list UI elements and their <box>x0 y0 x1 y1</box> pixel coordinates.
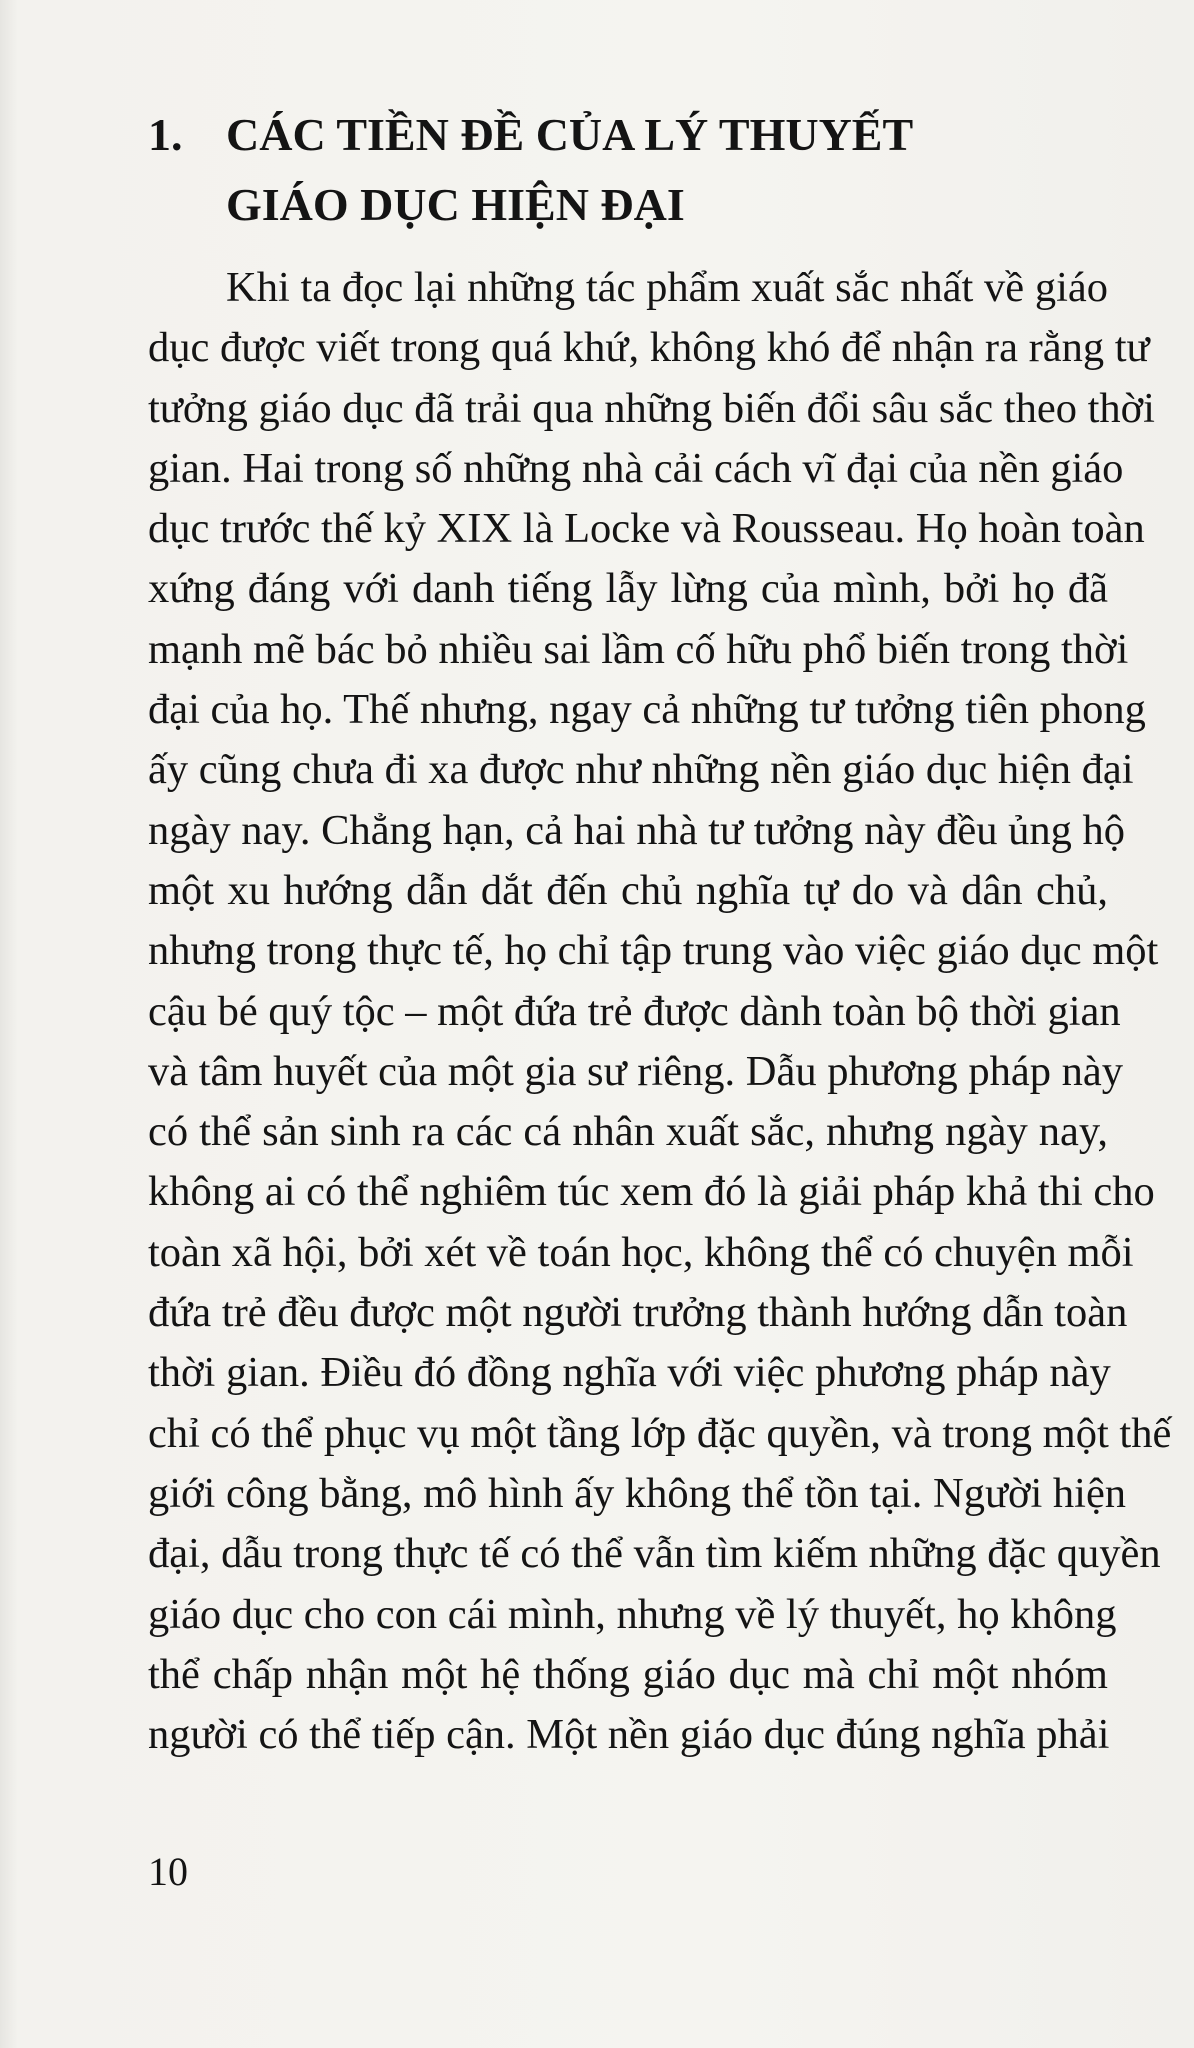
text-line: dục được viết trong quá khứ, không khó để nhận ra rằng tư <box>148 324 1150 372</box>
text-line: không ai có thể nghiêm túc xem đó là giải pháp khả thi cho <box>148 1168 1155 1216</box>
text-line: chỉ có thể phục vụ một tầng lớp đặc quyền, và trong một thế <box>148 1409 1172 1457</box>
text-line: mạnh mẽ bác bỏ nhiều sai lầm cố hữu phổ biến trong thời <box>148 625 1129 673</box>
text-line: gian. Hai trong số những nhà cải cách vĩ đại của nền giáo <box>148 444 1124 492</box>
section-number: 1. <box>148 109 183 160</box>
page-number: 10 <box>148 1849 188 1894</box>
text-line: thời gian. Điều đó đồng nghĩa với việc phương pháp này <box>148 1349 1111 1397</box>
text-line: giới công bằng, mô hình ấy không thể tồn tại. Người hiện <box>148 1469 1127 1517</box>
body-paragraph <box>148 258 1172 1765</box>
text-line: tưởng giáo dục đã trải qua những biến đổi sâu sắc theo thời <box>148 384 1155 432</box>
section-heading <box>148 100 1108 240</box>
text-line: giáo dục cho con cái mình, nhưng về lý thuyết, họ không <box>148 1590 1117 1638</box>
text-line: ấy cũng chưa đi xa được như những nền giáo dục hiện đại <box>148 746 1134 794</box>
text-line: xứng đáng với danh tiếng lẫy lừng của mình, bởi họ đã <box>148 565 1108 613</box>
text-line: đại của họ. Thế nhưng, ngay cả những tư tưởng tiên phong <box>148 686 1146 734</box>
text-line: cậu bé quý tộc – một đứa trẻ được dành toàn bộ thời gian <box>148 987 1121 1035</box>
text-line: dục trước thế kỷ XIX là Locke và Rousseau. Họ hoàn toàn <box>148 505 1145 553</box>
text-line: một xu hướng dẫn dắt đến chủ nghĩa tự do và dân chủ, <box>148 866 1108 914</box>
section-title-line-1: CÁC TIỀN ĐỀ CỦA LÝ THUYẾT <box>226 109 914 160</box>
text-line: người có thể tiếp cận. Một nền giáo dục đúng nghĩa phải <box>148 1711 1110 1759</box>
text-line: và tâm huyết của một gia sư riêng. Dẫu phương pháp này <box>148 1047 1123 1095</box>
text-line: ngày nay. Chẳng hạn, cả hai nhà tư tưởng này đều ủng hộ <box>148 806 1125 854</box>
text-line: đứa trẻ đều được một người trưởng thành hướng dẫn toàn <box>148 1289 1128 1337</box>
text-line: nhưng trong thực tế, họ chỉ tập trung vào việc giáo dục một <box>148 927 1159 975</box>
text-line: đại, dẫu trong thực tế có thể vẫn tìm kiếm những đặc quyền <box>148 1530 1161 1578</box>
text-line: thể chấp nhận một hệ thống giáo dục mà chỉ một nhóm <box>148 1650 1108 1698</box>
text-line: Khi ta đọc lại những tác phẩm xuất sắc nhất về giáo <box>226 264 1108 311</box>
text-line: có thể sản sinh ra các cá nhân xuất sắc, nhưng ngày nay, <box>148 1108 1108 1156</box>
text-line: toàn xã hội, bởi xét về toán học, không thể có chuyện mỗi <box>148 1228 1134 1276</box>
section-title-line-2: GIÁO DỤC HIỆN ĐẠI <box>226 179 685 230</box>
